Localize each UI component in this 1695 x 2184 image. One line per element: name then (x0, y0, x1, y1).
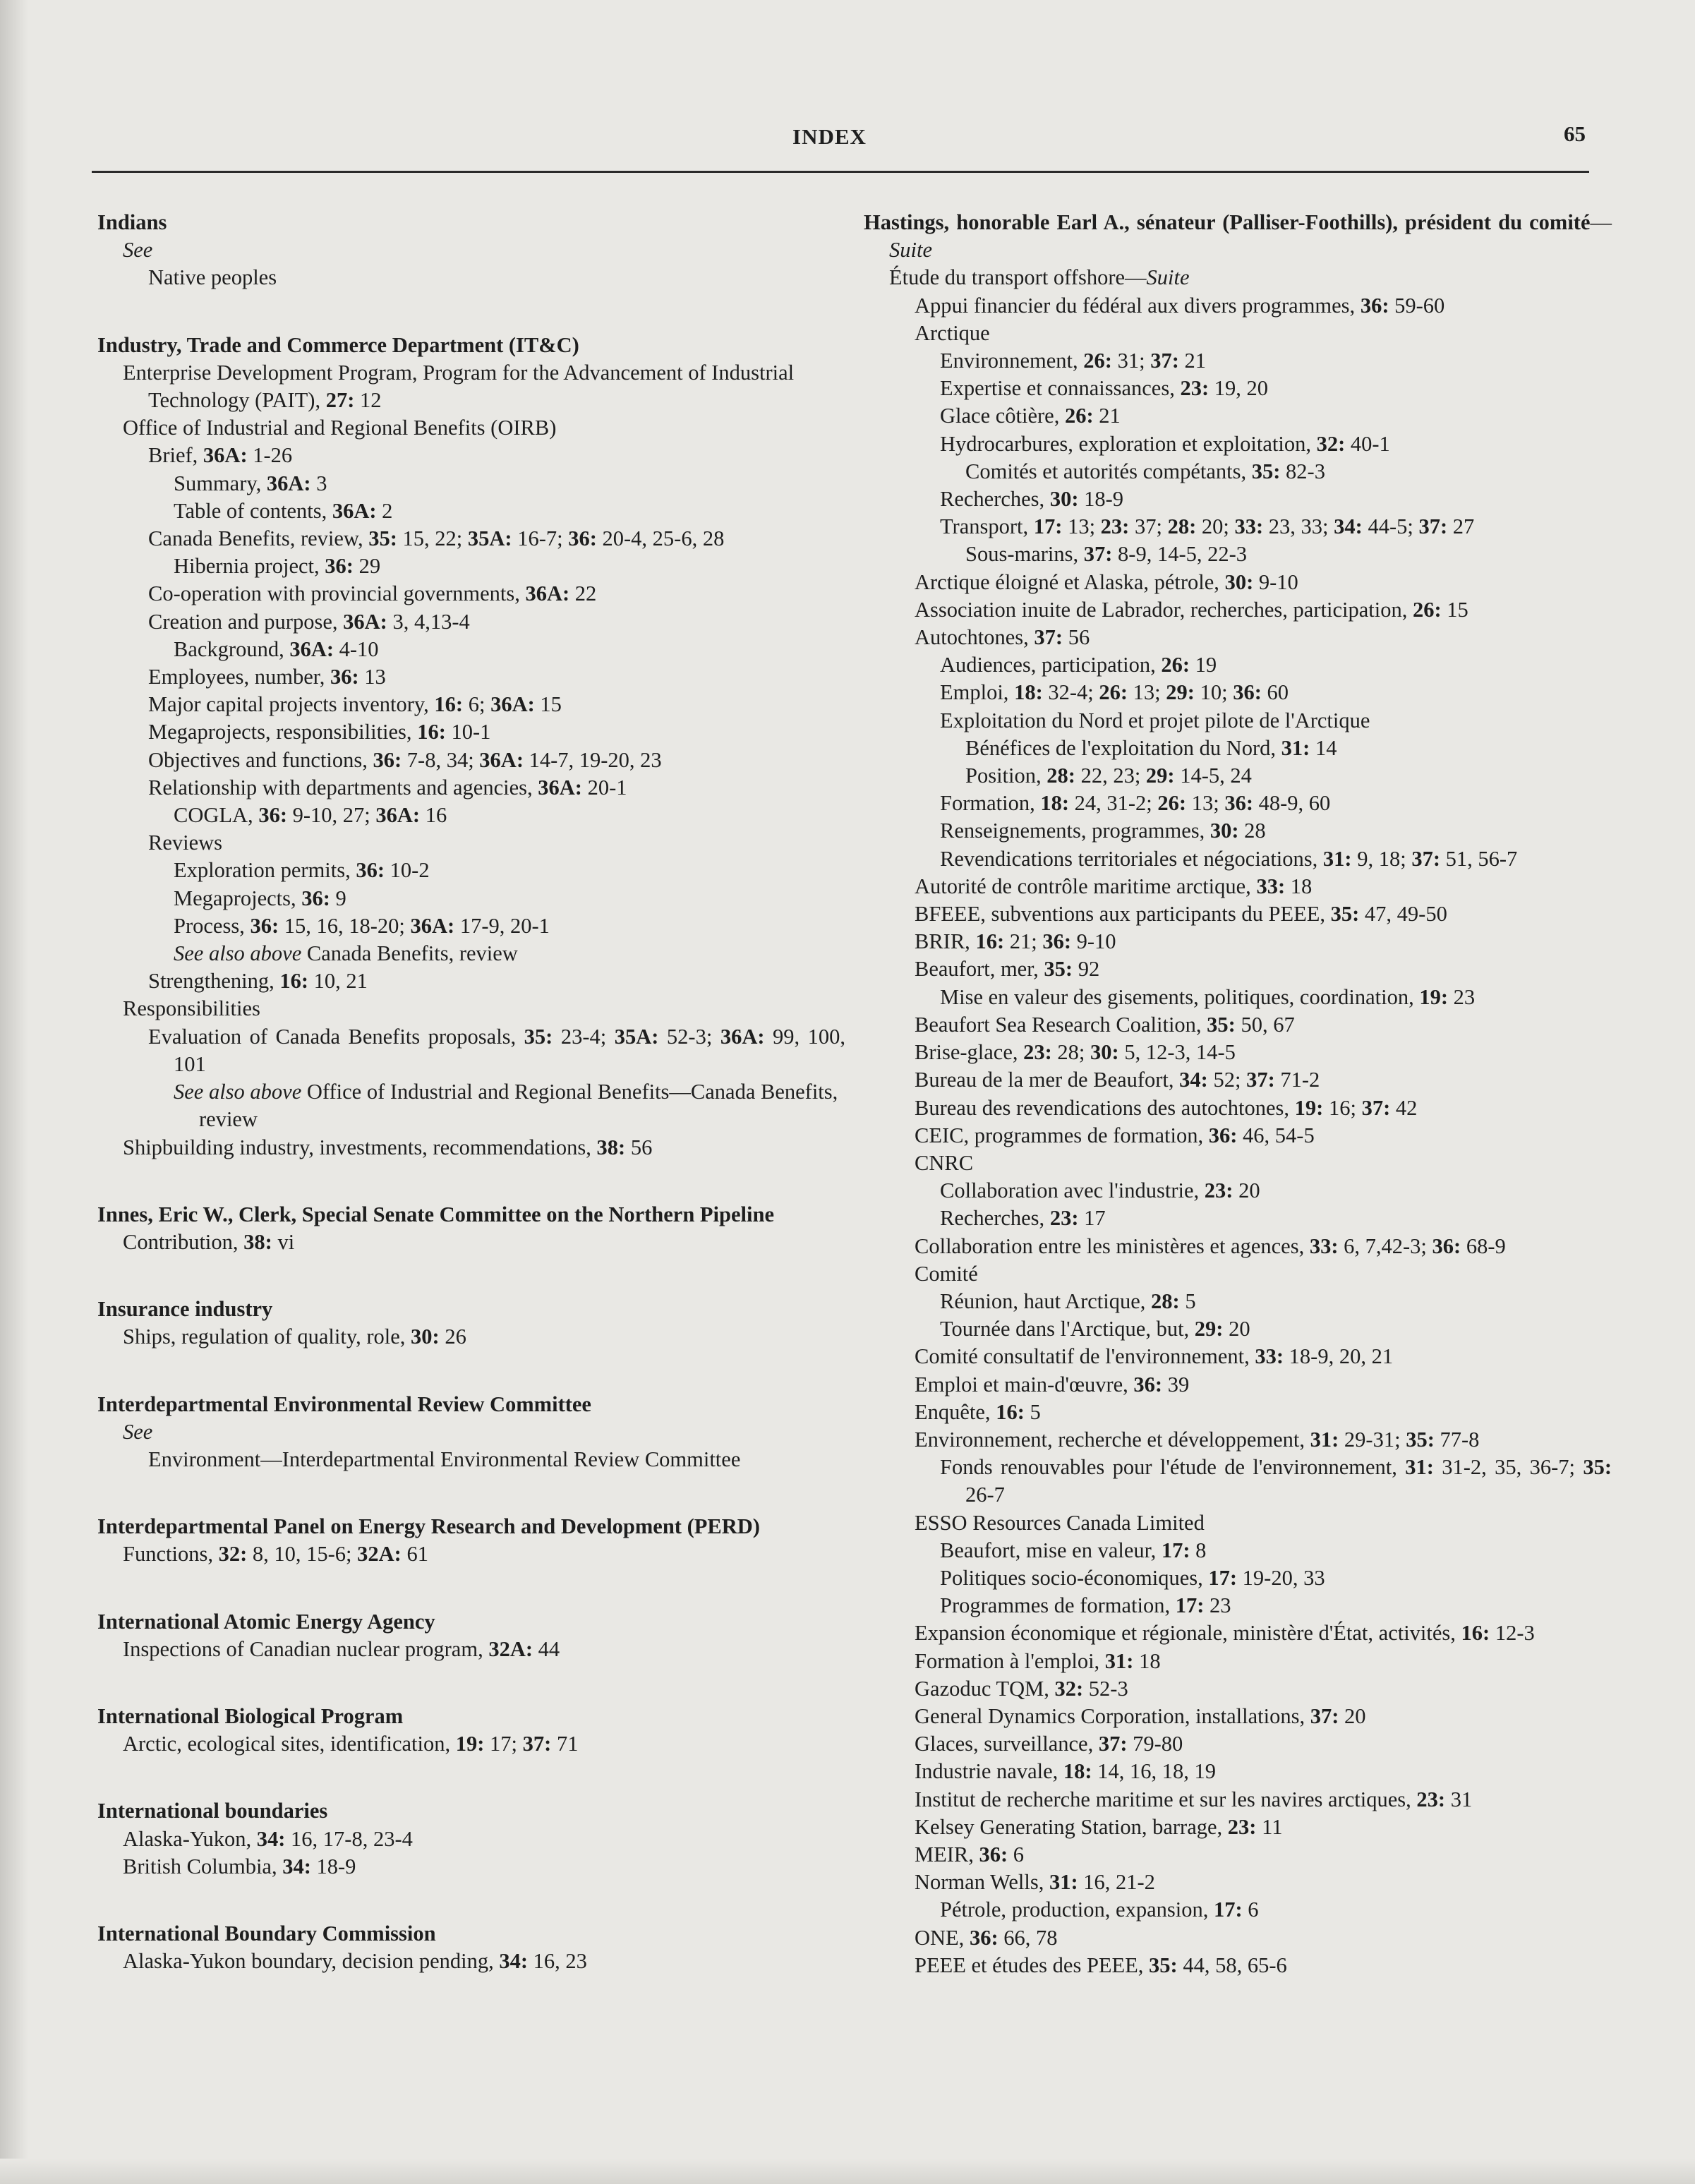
index-subentry: Process, 36: 15, 16, 18-20; 36A: 17-9, 20-1 (174, 913, 550, 938)
index-subentry: Collaboration entre les ministères et agences, 33: 6, 7,42-3; 36: 68-9 (915, 1233, 1506, 1258)
index-subentry: Background, 36A: 4-10 (174, 637, 379, 661)
index-subentry: Contribution, 38: vi (123, 1229, 295, 1254)
index-subentry: Shipbuilding industry, investments, recommendations, 38: 56 (123, 1135, 653, 1159)
index-subentry: Arctic, ecological sites, identification, 19: 17; 37: 71 (123, 1732, 579, 1756)
index-subentry: Co-operation with provincial governments, 36A: 22 (148, 581, 597, 606)
index-subentry: Megaprojects, responsibilities, 16: 10-1 (148, 720, 491, 744)
index-subentry: CNRC (915, 1150, 974, 1175)
index-subentry: Emploi et main-d'œuvre, 36: 39 (915, 1372, 1190, 1396)
index-subentry: Politiques socio-économiques, 17: 19-20, 33 (940, 1565, 1325, 1590)
index-heading: International Biological Program (97, 1703, 404, 1728)
index-subentry: Programmes de formation, 17: 23 (940, 1593, 1231, 1618)
page-number: 65 (1564, 121, 1586, 146)
index-subentry: Expertise et connaissances, 23: 19, 20 (940, 376, 1269, 401)
entry-spacer (97, 1881, 845, 1920)
index-subentry: See (123, 1419, 153, 1444)
entry-spacer (97, 292, 845, 332)
index-subentry: See (123, 238, 153, 263)
index-subentry: Exploration permits, 36: 10-2 (174, 858, 430, 883)
index-heading: Insurance industry (97, 1297, 273, 1322)
index-subentry: See also above Office of Industrial and Regional Benefits—Canada Benefits, review (174, 1080, 838, 1132)
index-subentry: Position, 28: 22, 23; 29: 14-5, 24 (965, 764, 1252, 788)
index-subentry: COGLA, 36: 9-10, 27; 36A: 16 (174, 803, 447, 828)
index-subentry: Exploitation du Nord et projet pilote de l'Arctique (940, 708, 1370, 732)
index-heading: Interdepartmental Environmental Review Committee (97, 1392, 591, 1416)
index-subentry: Evaluation of Canada Benefits proposals, 35: 23-4; 35A: 52-3; 36A: 99, 100, 101 (148, 1024, 845, 1076)
entry-spacer (97, 1663, 845, 1703)
index-subentry: Responsibilities (123, 996, 260, 1021)
index-column-right (864, 209, 1612, 1979)
index-subentry: Native peoples (148, 265, 277, 290)
index-subentry: Megaprojects, 36: 9 (174, 886, 346, 910)
index-subentry: Emploi, 18: 32-4; 26: 13; 29: 10; 36: 60 (940, 680, 1289, 705)
index-heading: Innes, Eric W., Clerk, Special Senate Committee on the Northern Pipeline (97, 1202, 774, 1226)
index-subentry: Tournée dans l'Arctique, but, 29: 20 (940, 1317, 1250, 1341)
index-subentry: Collaboration avec l'industrie, 23: 20 (940, 1178, 1260, 1203)
index-subentry: Environnement, 26: 31; 37: 21 (940, 349, 1206, 373)
index-subentry: Hydrocarbures, exploration et exploitation, 32: 40-1 (940, 431, 1390, 456)
index-subentry: Strengthening, 16: 10, 21 (148, 969, 368, 994)
index-subentry: Industrie navale, 18: 14, 16, 18, 19 (915, 1759, 1216, 1784)
index-subentry: ESSO Resources Canada Limited (915, 1510, 1205, 1535)
index-subentry: Expansion économique et régionale, ministère d'État, activités, 16: 12-3 (915, 1621, 1535, 1646)
entry-spacer (97, 1569, 845, 1608)
index-subentry: Alaska-Yukon boundary, decision pending, 34: 16, 23 (123, 1949, 587, 1974)
index-subentry: Institut de recherche maritime et sur les navires arctiques, 23: 31 (915, 1787, 1473, 1811)
index-subentry: Transport, 17: 13; 23: 37; 28: 20; 33: 23, 33; 34: 44-5; 37: 27 (940, 514, 1475, 539)
entry-spacer (97, 1162, 845, 1201)
index-subentry: Mise en valeur des gisements, politiques, coordination, 19: 23 (940, 984, 1476, 1009)
index-subentry: Ships, regulation of quality, role, 30: 26 (123, 1325, 466, 1349)
index-subentry: Beaufort, mise en valeur, 17: 8 (940, 1538, 1207, 1562)
index-subentry: See also above Canada Benefits, review (174, 941, 518, 966)
index-subentry: Employees, number, 36: 13 (148, 665, 386, 689)
index-subentry: PEEE et études des PEEE, 35: 44, 58, 65-6 (915, 1953, 1287, 1977)
entry-spacer (97, 1256, 845, 1296)
index-subentry: Environnement, recherche et développement, 31: 29-31; 35: 77-8 (915, 1427, 1480, 1452)
index-subentry: Major capital projects inventory, 16: 6; 36A: 15 (148, 692, 562, 717)
index-subentry: Arctique (915, 320, 990, 345)
index-heading: Hastings, honorable Earl A., sénateur (Palliser-Foothills), président du comité—Suite (864, 210, 1612, 263)
index-subentry: Beaufort Sea Research Coalition, 35: 50, 67 (915, 1012, 1295, 1037)
index-subentry: Autochtones, 37: 56 (915, 625, 1090, 650)
index-subentry: Sous-marins, 37: 8-9, 14-5, 22-3 (965, 542, 1248, 567)
index-subentry: Norman Wells, 31: 16, 21-2 (915, 1870, 1155, 1895)
entry-spacer (97, 1351, 845, 1391)
index-subentry: Association inuite de Labrador, recherches, participation, 26: 15 (915, 597, 1468, 622)
index-subentry: Creation and purpose, 36A: 3, 4,13-4 (148, 609, 470, 634)
index-subentry: General Dynamics Corporation, installations, 37: 20 (915, 1703, 1366, 1728)
entry-spacer (97, 1473, 845, 1513)
index-subentry: Bureau de la mer de Beaufort, 34: 52; 37: 71-2 (915, 1068, 1320, 1092)
index-subentry: Pétrole, production, expansion, 17: 6 (940, 1898, 1259, 1922)
page-title: INDEX (792, 124, 867, 149)
index-heading: International boundaries (97, 1799, 328, 1823)
index-subentry: BFEEE, subventions aux participants du PEEE, 35: 47, 49-50 (915, 902, 1447, 927)
index-subentry: Brise-glace, 23: 28; 30: 5, 12-3, 14-5 (915, 1040, 1236, 1065)
index-subentry: Comités et autorités compétants, 35: 82-3 (965, 459, 1325, 483)
index-heading: International Boundary Commission (97, 1921, 436, 1945)
index-subentry: Beaufort, mer, 35: 92 (915, 957, 1100, 982)
index-subentry: Enterprise Development Program, Program for the Advancement of Industrial Technology (PAIT), 27: 12 (123, 360, 795, 413)
index-subentry: Objectives and functions, 36: 7-8, 34; 36A: 14-7, 19-20, 23 (148, 747, 662, 772)
index-subentry: Gazoduc TQM, 32: 52-3 (915, 1676, 1128, 1701)
index-heading: Interdepartmental Panel on Energy Research and Development (PERD) (97, 1514, 760, 1539)
index-subentry: CEIC, programmes de formation, 36: 46, 54-5 (915, 1123, 1315, 1147)
index-subentry: Bénéfices de l'exploitation du Nord, 31: 14 (965, 735, 1337, 760)
index-column-left (97, 209, 845, 1975)
page-bottom-edge (0, 2159, 1695, 2184)
index-subentry: Arctique éloigné et Alaska, pétrole, 30: 9-10 (915, 569, 1298, 594)
index-subentry: Kelsey Generating Station, barrage, 23: 11 (915, 1814, 1283, 1839)
index-subentry: Office of Industrial and Regional Benefits (OIRB) (123, 416, 557, 440)
index-subentry: Summary, 36A: 3 (174, 471, 327, 495)
entry-spacer (97, 1758, 845, 1797)
index-subentry: Inspections of Canadian nuclear program, 32A: 44 (123, 1636, 560, 1661)
index-subentry: Enquête, 16: 5 (915, 1399, 1041, 1424)
index-subentry: Glace côtière, 26: 21 (940, 404, 1121, 428)
index-subentry: Reviews (148, 831, 223, 855)
index-subentry: MEIR, 36: 6 (915, 1842, 1025, 1866)
index-subentry: Comité consultatif de l'environnement, 33: 18-9, 20, 21 (915, 1344, 1394, 1369)
index-subentry: Fonds renouvables pour l'étude de l'environnement, 31: 31-2, 35, 36-7; 35: 26-7 (940, 1455, 1612, 1507)
index-subentry: BRIR, 16: 21; 36: 9-10 (915, 929, 1116, 954)
index-subentry: Canada Benefits, review, 35: 15, 22; 35A: 16-7; 36: 20-4, 25-6, 28 (148, 526, 725, 551)
index-subentry: British Columbia, 34: 18-9 (123, 1854, 356, 1878)
index-subentry: Renseignements, programmes, 30: 28 (940, 819, 1266, 843)
index-subentry: Recherches, 30: 18-9 (940, 487, 1124, 512)
index-subentry: Autorité de contrôle maritime arctique, 33: 18 (915, 874, 1313, 898)
index-subentry: Bureau des revendications des autochtones, 19: 16; 37: 42 (915, 1095, 1418, 1120)
index-heading: International Atomic Energy Agency (97, 1609, 435, 1634)
index-subentry: Hibernia project, 36: 29 (174, 554, 381, 579)
index-subentry: Glaces, surveillance, 37: 79-80 (915, 1732, 1183, 1756)
index-subentry: Réunion, haut Arctique, 28: 5 (940, 1289, 1196, 1313)
index-subentry: Formation à l'emploi, 31: 18 (915, 1648, 1161, 1673)
index-subentry: Étude du transport offshore—Suite (889, 265, 1190, 290)
index-subentry: Relationship with departments and agencies, 36A: 20-1 (148, 775, 627, 800)
index-subentry: Comité (915, 1261, 978, 1286)
index-subentry: Appui financier du fédéral aux divers programmes, 36: 59-60 (915, 293, 1445, 318)
header-rule (92, 171, 1589, 173)
index-subentry: Revendications territoriales et négociations, 31: 9, 18; 37: 51, 56-7 (940, 846, 1518, 871)
index-subentry: ONE, 36: 66, 78 (915, 1925, 1058, 1950)
index-subentry: Table of contents, 36A: 2 (174, 498, 393, 523)
index-subentry: Alaska-Yukon, 34: 16, 17-8, 23-4 (123, 1826, 413, 1851)
index-subentry: Recherches, 23: 17 (940, 1206, 1106, 1231)
index-subentry: Environment—Interdepartmental Environmental Review Committee (148, 1447, 741, 1471)
index-subentry: Audiences, participation, 26: 19 (940, 653, 1217, 677)
index-subentry: Formation, 18: 24, 31-2; 26: 13; 36: 48-9, 60 (940, 791, 1331, 816)
page-edge-shadow (0, 0, 28, 2184)
index-heading: Indians (97, 210, 167, 234)
index-subentry: Functions, 32: 8, 10, 15-6; 32A: 61 (123, 1542, 428, 1567)
index-subentry: Brief, 36A: 1-26 (148, 443, 293, 468)
index-heading: Industry, Trade and Commerce Department (IT&C) (97, 332, 579, 357)
